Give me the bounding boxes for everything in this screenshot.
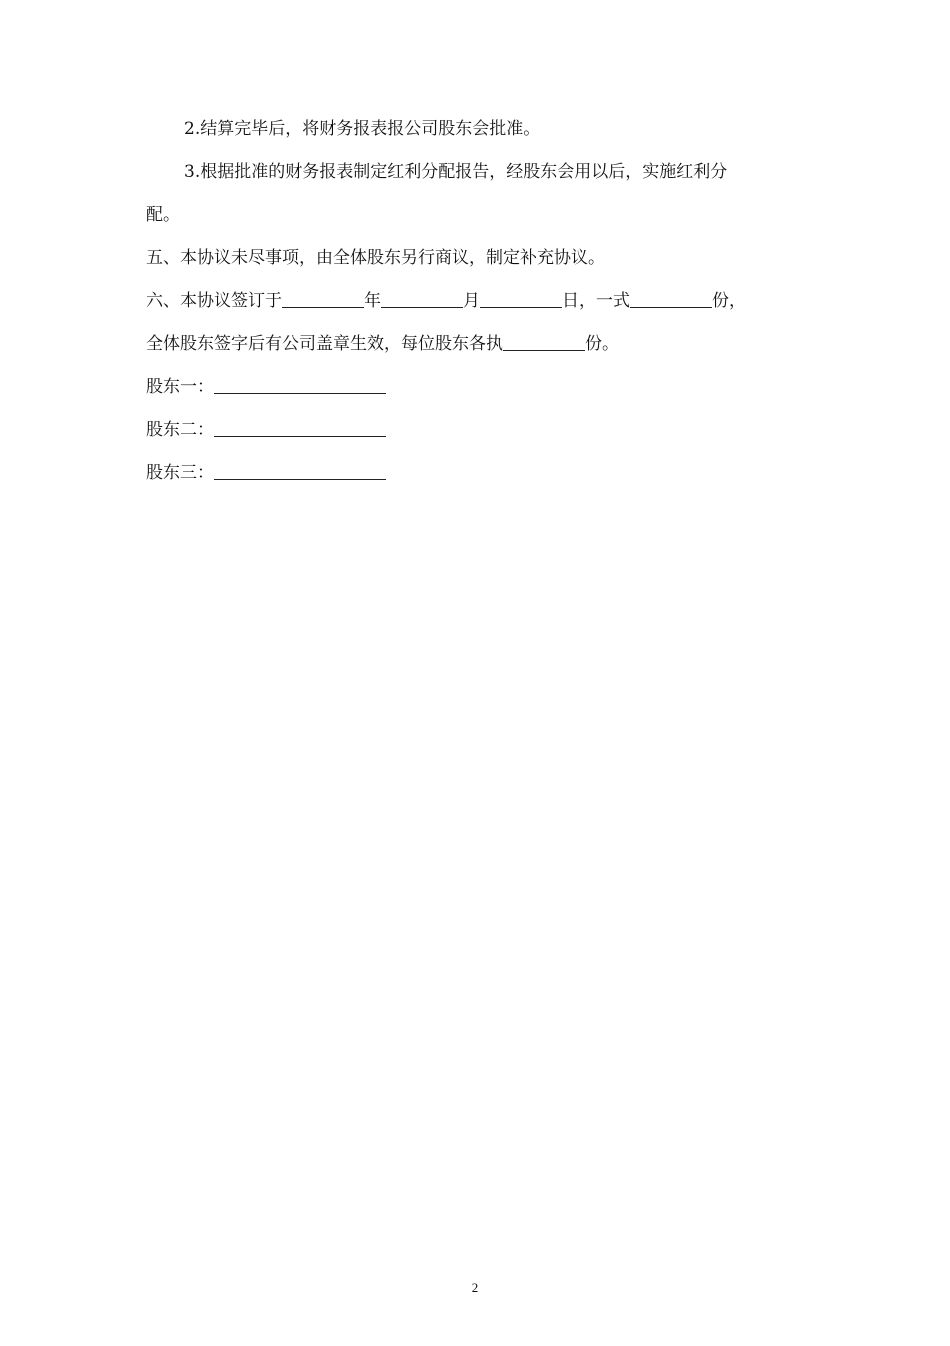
- signature-label: 股东二：: [146, 420, 214, 440]
- year-blank[interactable]: [282, 285, 364, 308]
- signature-label: 股东一：: [146, 377, 214, 397]
- signature-line-1: [146, 366, 806, 409]
- signature-blank[interactable]: [214, 457, 386, 480]
- month-label: 月: [463, 291, 480, 311]
- section-6-lead: 六、本协议签订于: [146, 291, 282, 311]
- day-label: 日，一式: [562, 291, 630, 311]
- paragraph-section-5: 五、本协议未尽事项，由全体股东另行商议，制定补充协议。: [146, 248, 605, 268]
- year-label: 年: [364, 291, 381, 311]
- paragraph-item-2: 2.结算完毕后，将财务报表报公司股东会批准。: [184, 119, 541, 139]
- month-blank[interactable]: [381, 285, 463, 308]
- page-number: 2: [471, 1280, 479, 1295]
- paragraph-section-6-line-2: [146, 323, 806, 366]
- copies-blank[interactable]: [630, 285, 712, 308]
- section-6-line-2-end: 份。: [585, 334, 619, 354]
- paragraph-item-3-line-1: 3.根据批准的财务报表制定红利分配报告，经股东会用以后，实施红利分: [184, 162, 728, 182]
- signature-label: 股东三：: [146, 463, 214, 483]
- paragraph-section-6-line-1: [146, 280, 806, 323]
- signature-blank[interactable]: [214, 414, 386, 437]
- paragraph-item-3-line-2: 配。: [146, 205, 180, 225]
- signature-blank[interactable]: [214, 371, 386, 394]
- signature-line-2: [146, 409, 806, 452]
- day-blank[interactable]: [480, 285, 562, 308]
- copies-label: 份，: [712, 291, 746, 311]
- section-6-line-2-lead: 全体股东签字后有公司盖章生效，每位股东各执: [146, 334, 503, 354]
- each-copies-blank[interactable]: [503, 328, 585, 351]
- document-body: [146, 108, 806, 495]
- signature-line-3: [146, 452, 806, 495]
